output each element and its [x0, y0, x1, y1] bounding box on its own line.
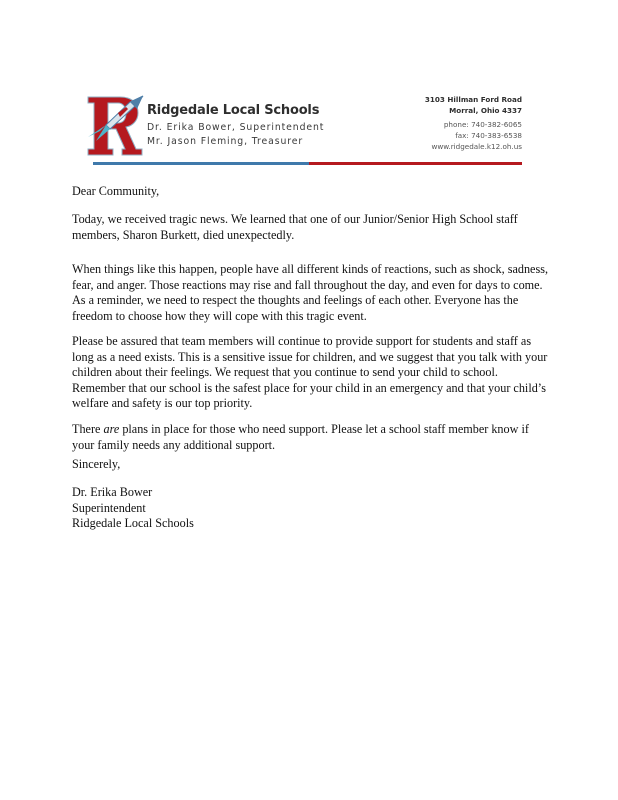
fax-number: fax: 740-383-6538	[455, 131, 522, 140]
paragraph-plans	[72, 422, 552, 453]
phone-number: phone: 740-382-6065	[443, 120, 522, 129]
school-name: Ridgedale Local Schools	[147, 103, 320, 118]
signature-name: Dr. Erika Bower	[72, 485, 153, 499]
header-divider-blue	[93, 162, 309, 165]
plans-text-start: There	[72, 422, 104, 436]
signature-title: Superintendent	[72, 500, 146, 515]
signature-organization: Ridgedale Local Schools	[72, 516, 194, 531]
paragraph-news: Today, we received tragic news. We learned that one of our Junior/Senior High School staff members, Sharon Burkett, died unexpectedly.	[72, 212, 518, 242]
treasurer-line: Mr. Jason Fleming, Treasurer	[147, 136, 304, 147]
paragraph-reactions: When things like this happen, people have all different kinds of reactions, such as shock, sadness, fear, and anger. Those reactions may rise and fall throughout the day, and even for days to come. As a reminder, we need to respect the thoughts and feelings of each other. Everyone has the freedom to choose how they will cope with this tragic event.	[72, 262, 548, 323]
address-street: 3103 Hillman Ford Road	[424, 95, 522, 104]
signature-block	[72, 485, 552, 532]
rocket-r-logo-icon	[86, 93, 144, 157]
website-link[interactable]: www.ridgedale.k12.oh.us	[431, 142, 522, 151]
paragraph-support: Please be assured that team members will continue to provide support for students and staff as long as a need exists. This is a sensitive issue for children, and we suggest that you talk with your children about their feelings. We request that you continue to send your child to school. Remember that our school is the safest place for your child in an emergency and that your child’s welfare and safety is our top priority.	[72, 334, 548, 411]
closing: Sincerely,	[72, 457, 121, 471]
greeting: Dear Community,	[72, 184, 160, 198]
plans-emphasis: are	[103, 422, 120, 436]
plans-text-end: plans in place for those who need support. Please let a school staff member know if your family needs any additional support.	[72, 422, 529, 452]
superintendent-line: Dr. Erika Bower, Superintendent	[147, 122, 325, 133]
header-divider-red	[309, 162, 522, 165]
address-city: Morral, Ohio 4337	[449, 106, 522, 115]
